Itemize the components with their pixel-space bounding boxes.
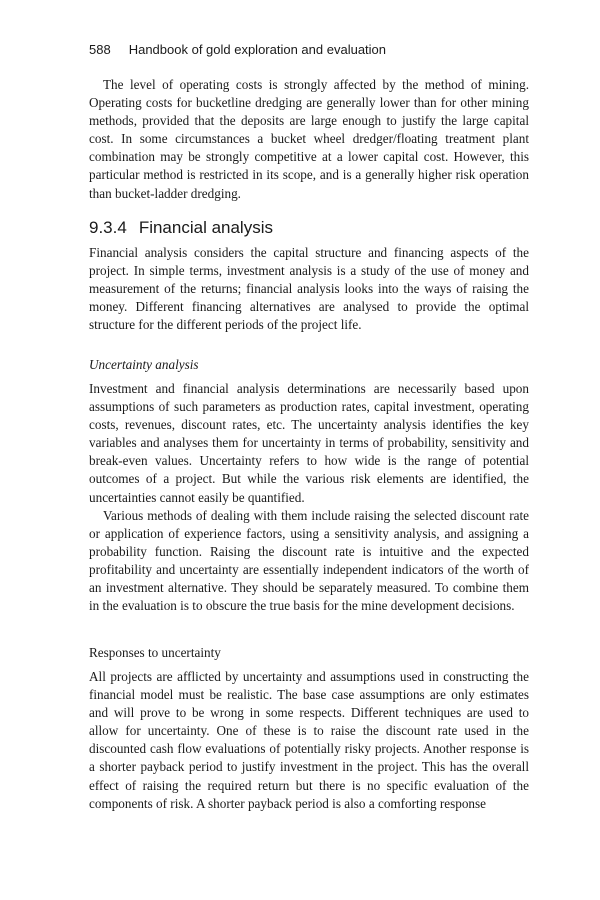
responses-block [89,668,529,813]
book-title: Handbook of gold exploration and evaluation [128,42,387,57]
section-title: Financial analysis [138,218,273,237]
running-header [89,42,386,57]
financial-analysis-block [89,244,529,334]
subheading-uncertainty-analysis: Uncertainty analysis [89,357,199,372]
paragraph-financial-analysis: Financial analysis considers the capital structure and financing aspects of the project. In simple terms, investment analysis is a study of the use of money and measurement of the returns; financial analysis looks into the ways of raising the money. Different financing alternatives are analysed to provide the optimal structure for the different periods of the project life. [89,245,529,333]
paragraph-uncertainty-2: Various methods of dealing with them include raising the selected discount rate or application of experience factors, using a sensitivity analysis, and assigning a probability function. Raising the discount rate is intuitive and the expected profitability and uncertainty are essentially independent indicators of the worth of an investment alternative. They should be separately measured. To combine them in the evaluation is to obscure the true basis for the mine development decisions. [89,507,529,614]
paragraph-uncertainty-1: Investment and financial analysis determinations are necessarily based upon assumptions of such parameters as production rates, capital investment, operating costs, revenues, discount rates, etc. The uncertainty analysis identifies the key variables and analyses them for uncertainty in terms of probability, sensitivity and break-even values. Uncertainty refers to how wide is the range of potential outcomes of a project. But while the various risk elements are identified, the uncertainties cannot easily be quantified. [89,381,529,505]
subheading-responses-to-uncertainty: Responses to uncertainty [89,645,221,660]
uncertainty-analysis-block [89,380,529,615]
paragraph-responses: All projects are afflicted by uncertainty and assumptions used in constructing the financial model must be realistic. The base case assumptions are only estimates and will prove to be wrong in some respects. Different techniques are used to allow for uncertainty. One of these is to raise the discount rate used in the discounted cash flow evaluations of potentially risky projects. Another response is a shorter payback period to justify investment in the project. This has the overall effect of raising the required return but there is no specific evaluation of the components of risk. A shorter payback period is also a comforting response [89,669,529,811]
paragraph-operating-costs: The level of operating costs is strongly affected by the method of mining. Operating costs for bucketline dredging are generally lower than for other mining methods, provided that the deposits are large enough to justify the large capital cost. In some circumstances a bucket wheel dredger/floating treatment plant combination may be strongly competitive at a lower capital cost. However, this particular method is restricted in its scope, and is a generally higher risk operation than bucket-ladder dredging. [89,77,529,201]
section-heading [89,218,273,238]
page-number: 588 [89,42,111,57]
intro-paragraph-block [89,76,529,203]
section-number: 9.3.4 [89,218,127,237]
